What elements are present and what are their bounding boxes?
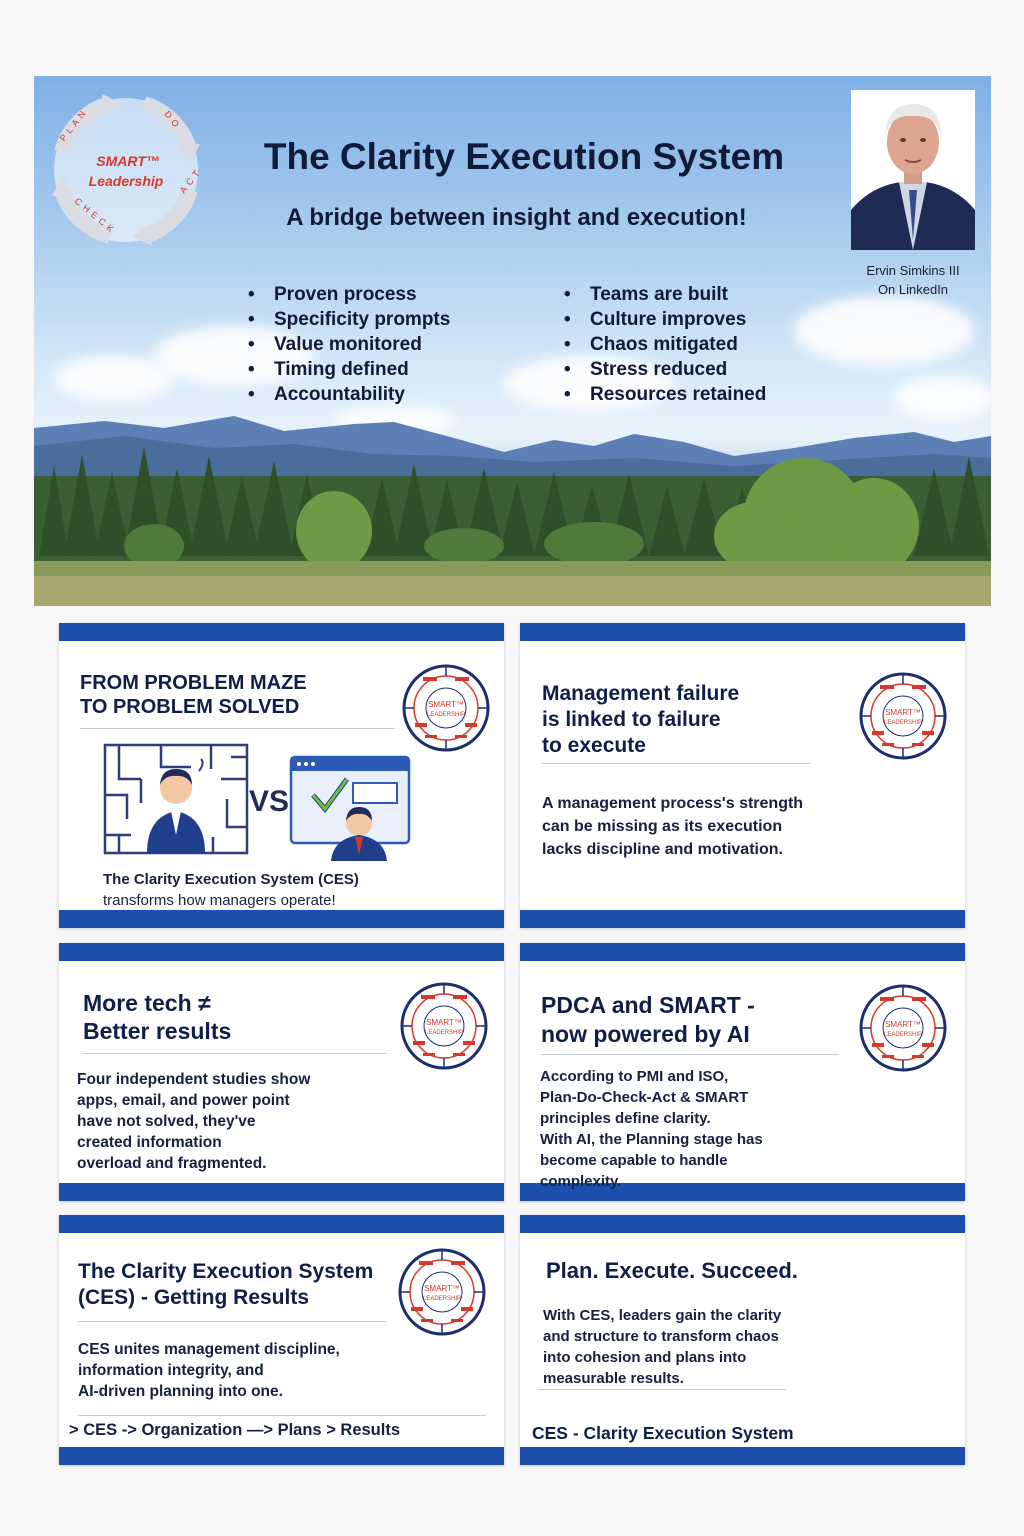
card-getting-results	[59, 1215, 504, 1465]
author-caption[interactable]	[838, 261, 988, 299]
card-body: CES unites management discipline, information integrity, and AI-driven planning into one.	[78, 1341, 340, 1400]
card-title: Management failure is linked to failure to execute	[542, 682, 740, 757]
smart-leadership-seal-icon	[858, 671, 948, 761]
card-title: FROM PROBLEM MAZE TO PROBLEM SOLVED	[80, 672, 307, 718]
svg-text:DO: DO	[162, 109, 184, 133]
svg-text:SMART™: SMART™	[428, 700, 464, 709]
linkedin-link[interactable]: On LinkedIn	[877, 282, 949, 297]
list-item: • Culture improves	[564, 307, 766, 332]
smart-leadership-pdca-logo	[38, 90, 214, 250]
svg-text:PLAN: PLAN	[57, 105, 90, 144]
svg-text:SMART™: SMART™	[424, 1284, 460, 1293]
card-title: PDCA and SMART - now powered by AI	[541, 992, 755, 1047]
svg-text:LEADERSHIP: LEADERSHIP	[426, 712, 466, 718]
author-name: Ervin Simkins III	[866, 263, 960, 278]
svg-text:LEADERSHIP: LEADERSHIP	[422, 1296, 462, 1302]
svg-text:LEADERSHIP: LEADERSHIP	[424, 1030, 464, 1036]
list-item: • Value monitored	[248, 332, 450, 357]
list-item: • Accountability	[248, 382, 450, 407]
maze-vs-solved-illustration	[101, 739, 413, 861]
list-item: • Chaos mitigated	[564, 332, 766, 357]
svg-text:CHECK: CHECK	[72, 195, 119, 237]
card-title: The Clarity Execution System (CES) - Getting Results	[78, 1260, 374, 1309]
card-body: With CES, leaders gain the clarity and structure to transform chaos into cohesion and plans into measurable results.	[543, 1307, 782, 1387]
list-item: • Specificity prompts	[248, 307, 450, 332]
card-body: Four independent studies show apps, email, and power point have not solved, they've created information overload and fragmented.	[77, 1071, 311, 1172]
list-item: • Stress reduced	[564, 357, 766, 382]
svg-text:SMART™: SMART™	[885, 708, 921, 717]
card-title: Plan. Execute. Succeed.	[546, 1258, 798, 1283]
svg-text:ACT: ACT	[177, 165, 205, 196]
card-body: According to PMI and ISO, Plan-Do-Check-Act & SMART principles define clarity. With AI, the Planning stage has become capable to handle complexity.	[540, 1068, 763, 1190]
page-subtitle: A bridge between insight and execution!	[286, 204, 747, 231]
list-item: • Teams are built	[564, 282, 766, 307]
svg-text:SMART™: SMART™	[885, 1020, 921, 1029]
smart-leadership-seal-icon	[399, 981, 489, 1071]
hero-banner	[34, 76, 991, 606]
smart-leadership-seal-icon	[858, 983, 948, 1073]
benefit-list-right	[564, 282, 766, 407]
svg-text:LEADERSHIP: LEADERSHIP	[883, 1032, 923, 1038]
card-plan-execute-succeed	[520, 1215, 965, 1465]
card-more-tech	[59, 943, 504, 1201]
svg-text:LEADERSHIP: LEADERSHIP	[883, 720, 923, 726]
card-title: More tech ≠ Better results	[83, 990, 232, 1044]
smart-leadership-seal-icon	[397, 1247, 487, 1337]
vs-label: VS	[249, 785, 290, 818]
card-management-failure	[520, 623, 965, 928]
page-title: The Clarity Execution System	[263, 136, 785, 177]
process-flow: > CES -> Organization —> Plans > Results	[69, 1421, 401, 1439]
logo-line1: SMART™	[96, 153, 160, 169]
card-pdca-smart-ai	[520, 943, 965, 1201]
card-body: A management process's strength can be missing as its execution lacks discipline and motivation.	[542, 795, 804, 858]
list-item: • Proven process	[248, 282, 450, 307]
card-body: The Clarity Execution System (CES) transforms how managers operate!	[103, 871, 359, 909]
list-item: • Resources retained	[564, 382, 766, 407]
smart-leadership-seal-icon	[401, 663, 491, 753]
benefit-list-left	[248, 282, 450, 407]
list-item: • Timing defined	[248, 357, 450, 382]
author-portrait[interactable]	[851, 90, 975, 250]
svg-text:SMART™: SMART™	[426, 1018, 462, 1027]
card-footer: CES - Clarity Execution System	[532, 1423, 794, 1443]
card-problem-maze	[59, 623, 504, 928]
logo-line2: Leadership	[88, 173, 164, 189]
